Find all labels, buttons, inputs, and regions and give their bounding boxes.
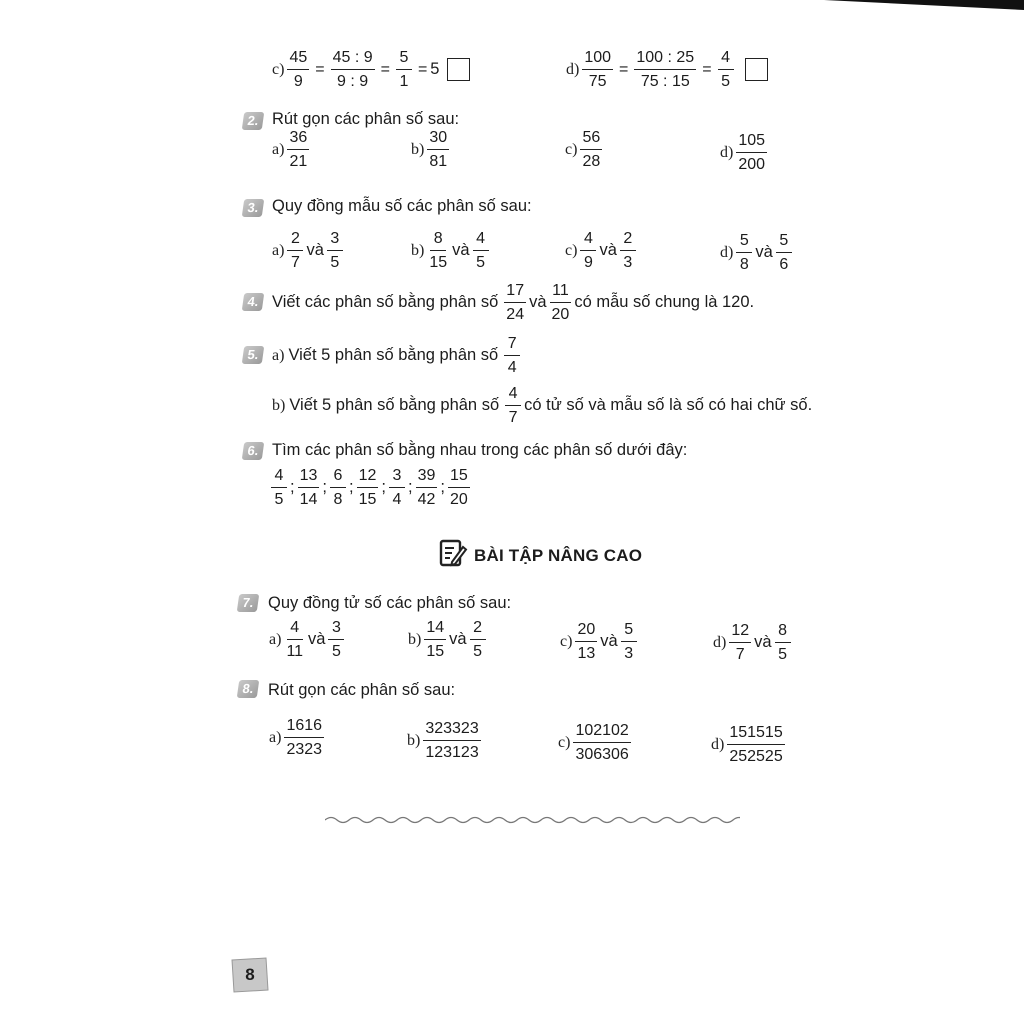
fraction: $\frac{5}{1}$	[396, 48, 412, 91]
exercise-number-badge: 8.	[237, 680, 260, 698]
ex1-item-c: c) $\frac{45}{9}$ = $\frac{45 : 9}{9 : 9}$ = $\frac{5}{1}$ = 5	[272, 48, 470, 91]
exercise-title: Tìm các phân số bằng nhau trong các phân số dưới đây:	[272, 441, 688, 459]
answer-box[interactable]	[745, 58, 768, 81]
ex8-item-b: b) $\frac{323323}{123123}$	[407, 720, 479, 761]
ex3-item-c: c) $\frac{4}{9}$ và $\frac{2}{3}$	[565, 229, 639, 272]
answer-box[interactable]	[447, 58, 470, 81]
ex3-item-a: a) $\frac{2}{7}$ và $\frac{3}{5}$	[272, 229, 346, 272]
fraction: $\frac{36}{21}$	[289, 129, 308, 170]
ex7-item-c: c) $\frac{20}{13}$ và $\frac{5}{3}$	[560, 620, 640, 663]
exercise-number-badge: 6.	[242, 442, 265, 460]
ex7-item-a: a) $\frac{4}{11}$ và $\frac{3}{5}$	[269, 618, 347, 661]
exercise-title: Quy đồng mẫu số các phân số sau:	[272, 197, 532, 215]
ex3-item-b: b) $\frac{8}{15}$ và $\frac{4}{5}$	[411, 229, 492, 272]
pencil-notepad-icon	[438, 538, 468, 568]
ex5-item-a: a) Viết 5 phân số bằng phân số $\frac{7}{4}$	[272, 334, 523, 377]
ex4-text: Viết các phân số bằng phân số $\frac{17}{24}$ và $\frac{11}{20}$ có mẫu số chung là 120.	[272, 282, 755, 323]
wavy-divider	[325, 812, 740, 832]
fraction: $\frac{56}{28}$	[582, 129, 601, 170]
fraction: $\frac{100}{75}$	[584, 49, 612, 90]
exercise-number-badge: 3.	[242, 199, 265, 217]
exercise-number-badge: 4.	[242, 293, 265, 311]
fraction: $\frac{45}{9}$	[289, 49, 308, 90]
fraction: $\frac{105}{200}$	[738, 132, 766, 173]
ex2-item-b: b) $\frac{30}{81}$	[411, 129, 448, 170]
exercise-number-badge: 7.	[237, 594, 260, 612]
ex7-item-b: b) $\frac{14}{15}$ và $\frac{2}{5}$	[408, 618, 489, 661]
fraction: $\frac{4}{5}$	[718, 48, 734, 91]
fraction: $\frac{100 : 25}{75 : 15}$	[636, 49, 695, 90]
page-corner-shadow	[824, 0, 1024, 10]
result-value: 5	[430, 60, 440, 78]
exercise-title: Rút gọn các phân số sau:	[272, 110, 460, 128]
ex2-item-a: a) $\frac{36}{21}$	[272, 129, 308, 170]
ex8-item-a: a) $\frac{1616}{2323}$	[269, 717, 323, 758]
fraction: $\frac{30}{81}$	[429, 129, 448, 170]
page-number: 8	[245, 965, 255, 984]
item-label: d)	[566, 60, 580, 78]
ex7-item-d: d) $\frac{12}{7}$ và $\frac{8}{5}$	[713, 621, 794, 664]
exercise-number-badge: 2.	[242, 112, 265, 130]
ex1-item-d: d) $\frac{100}{75}$ = $\frac{100 : 25}{75 : 15}$ = $\frac{4}{5}$	[566, 48, 768, 91]
ex5-item-b: b) Viết 5 phân số bằng phân số $\frac{4}{7}$ có tử số và mẫu số là số có hai chữ số.	[272, 385, 813, 426]
exercise-title: Rút gọn các phân số sau:	[268, 681, 456, 699]
ex3-item-d: d) $\frac{5}{8}$ và $\frac{5}{6}$	[720, 231, 795, 274]
exercise-number-badge: 5.	[242, 346, 265, 364]
ex8-item-d: d) $\frac{151515}{252525}$	[711, 724, 783, 765]
ex2-item-c: c) $\frac{56}{28}$	[565, 129, 601, 170]
ex2-item-d: d) $\frac{105}{200}$	[720, 132, 766, 173]
item-label: c)	[272, 60, 285, 78]
exercise-title: Quy đồng tử số các phân số sau:	[268, 594, 512, 612]
section-heading: BÀI TẬP NÂNG CAO	[474, 546, 643, 565]
fraction: $\frac{45 : 9}{9 : 9}$	[332, 49, 373, 90]
ex6-fraction-list: $\frac{4}{5}$ ; $\frac{13}{14}$ ; $\frac{6}{8}$ ; $\frac{12}{15}$ ; $\frac{3}{4}$ ; $\frac{39}{42}$ ; $\frac{15}{20}$	[268, 466, 473, 509]
ex8-item-c: c) $\frac{102102}{306306}$	[558, 722, 629, 763]
page-number-badge	[230, 957, 270, 993]
